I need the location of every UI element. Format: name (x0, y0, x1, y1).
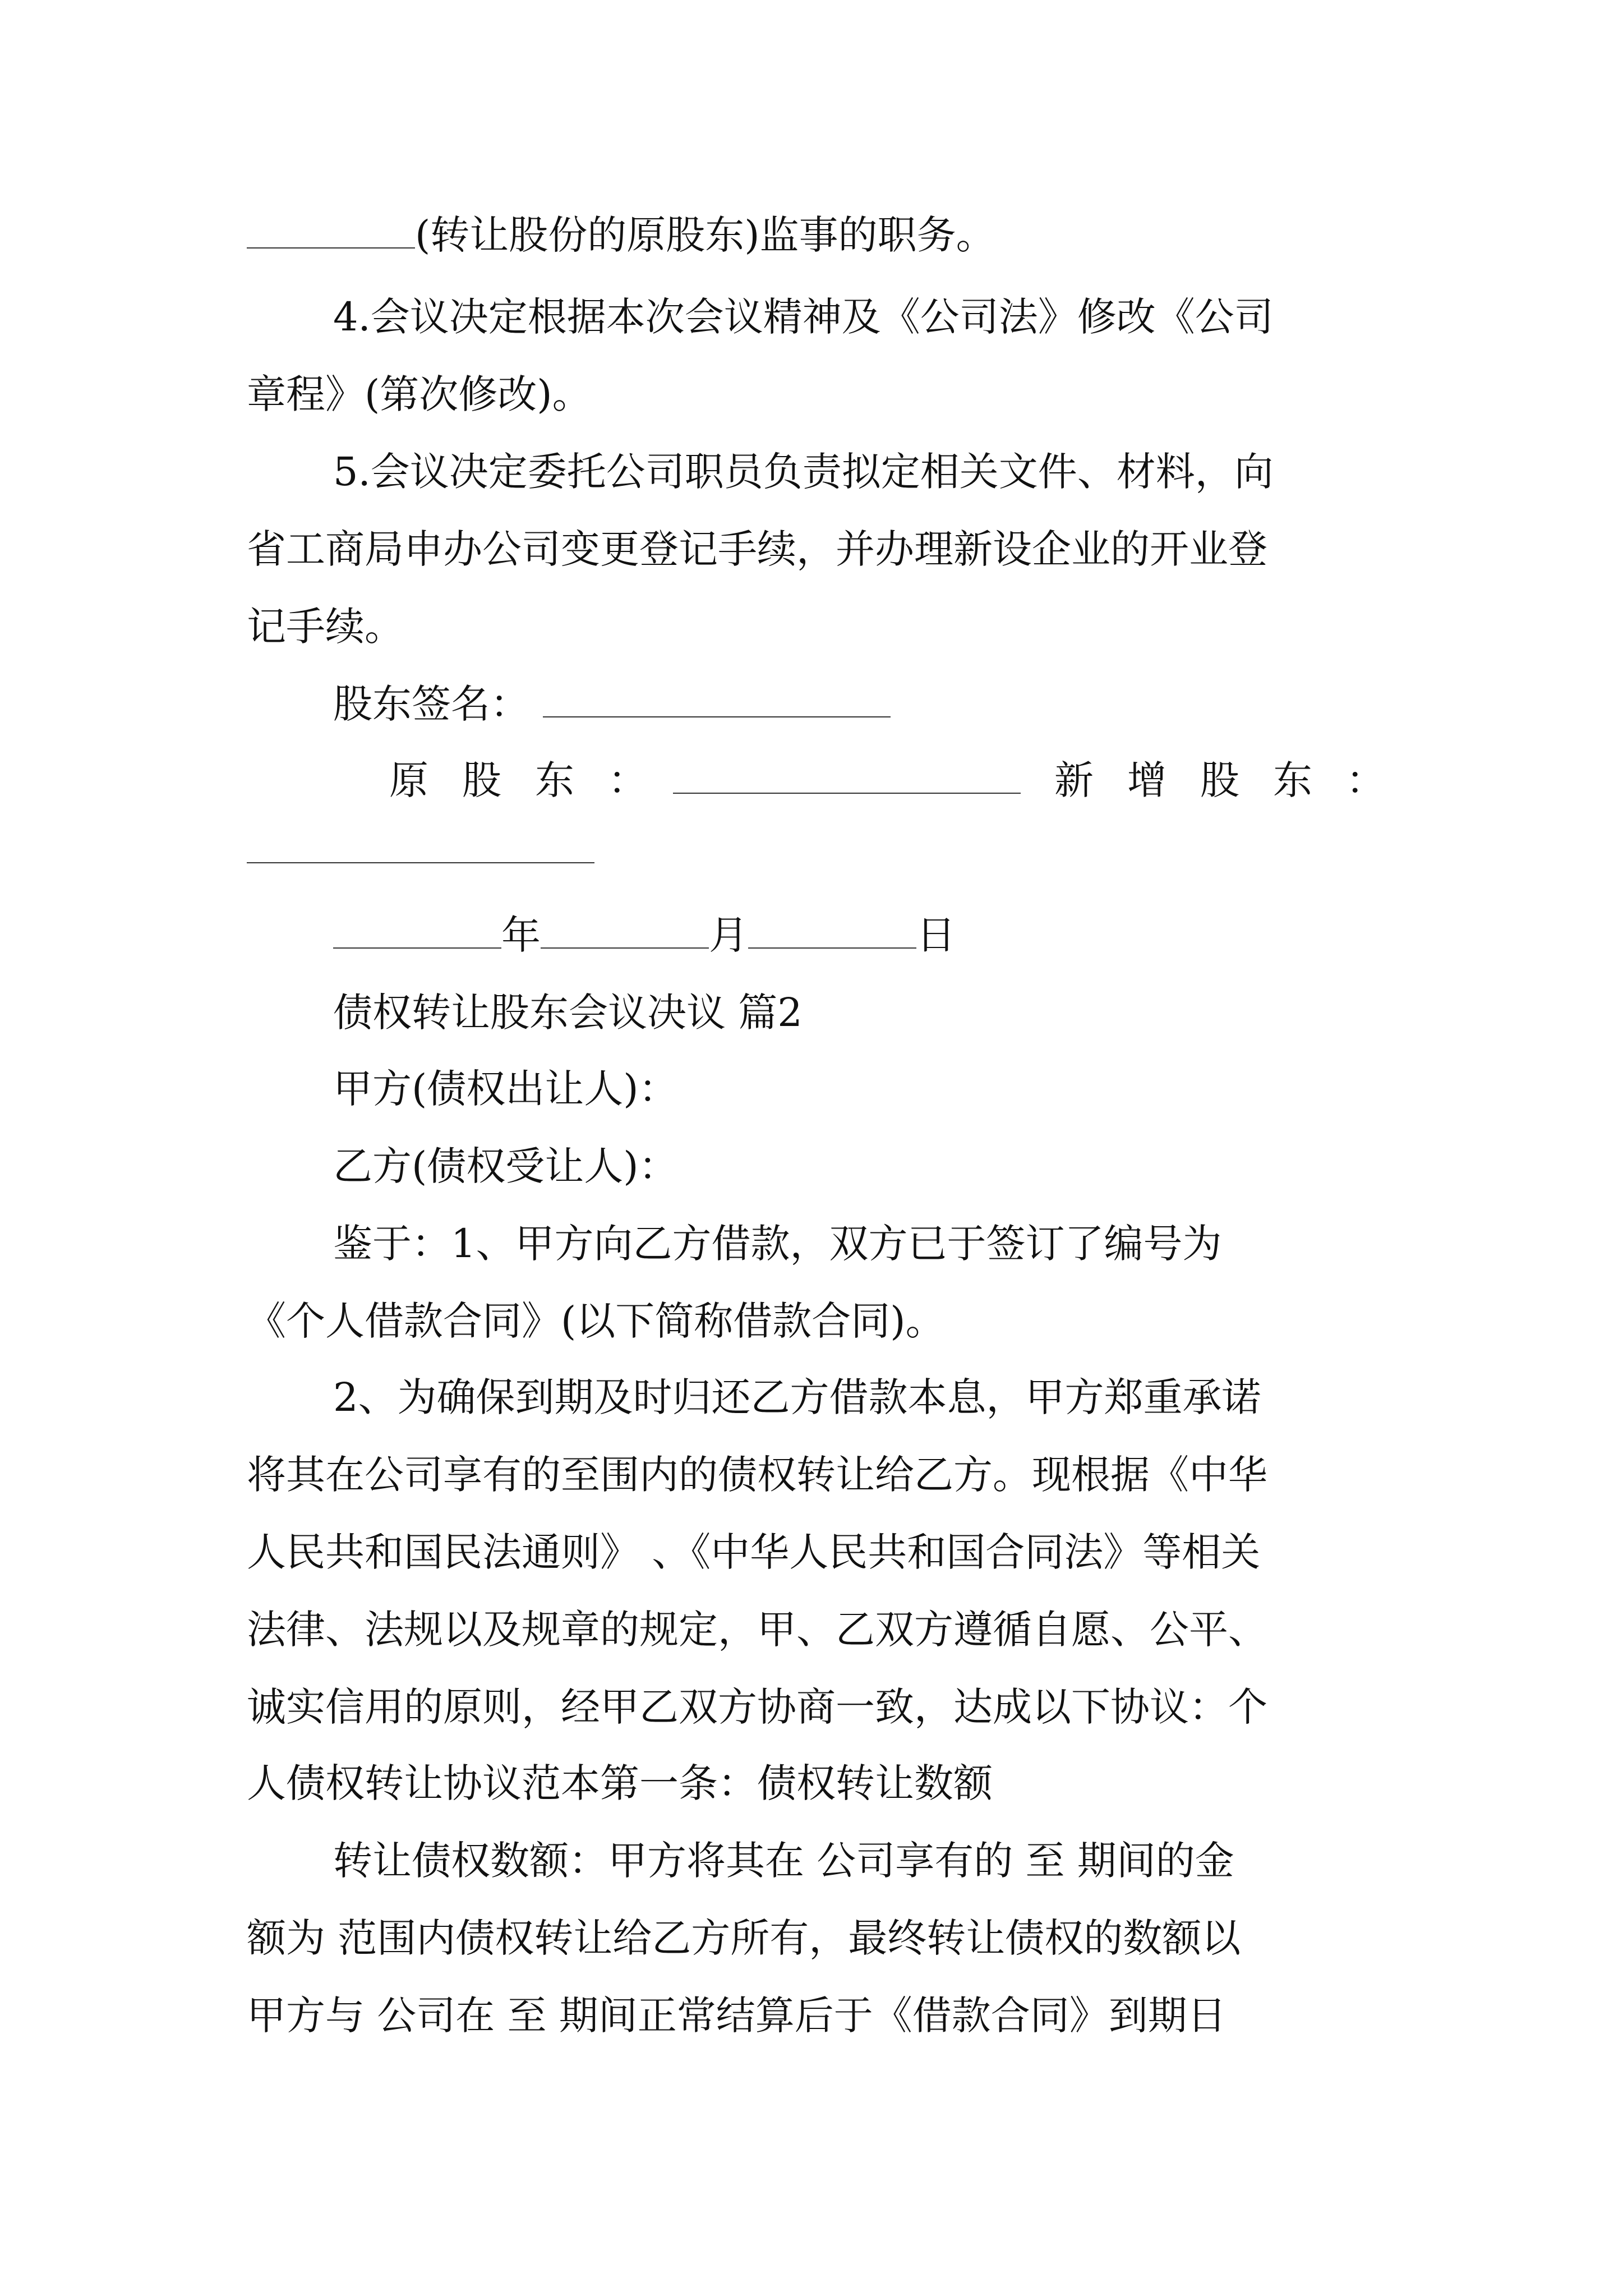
text-line: 人债权转让协议范本第一条：债权转让数额 (247, 1760, 993, 1806)
shareholder-line (389, 757, 681, 803)
text-line: 省工商局申办公司变更登记手续，并办理新设企业的开业登 (247, 526, 1267, 572)
text-line: 甲方与 公司在 至 期间正常结算后于《借款合同》到期日 (247, 1993, 1227, 2039)
text-line: 鉴于：1、甲方向乙方借款，双方已于签订了编号为 (333, 1221, 1222, 1267)
year-label: 年 (501, 912, 541, 958)
date-line (333, 912, 956, 958)
line-text: (转让股份的原股东)监事的职务。 (415, 212, 995, 258)
blank-field (247, 216, 415, 249)
original-shareholder-label: 原股东： (389, 757, 681, 803)
new-shareholder-label: 新增股东： (1054, 757, 1419, 803)
month-blank (541, 916, 709, 949)
text-line: 人民共和国民法通则》 、《中华人民共和国合同法》等相关 (247, 1529, 1261, 1575)
section-heading: 债权转让股东会议决议 篇2 (333, 990, 803, 1036)
original-shareholder-blank (673, 761, 1021, 794)
party-b-line: 乙方(债权受让人)： (333, 1143, 678, 1189)
new-shareholder-line (1054, 757, 1419, 803)
day-blank (748, 916, 916, 949)
text-line: 诚实信用的原则，经甲乙双方协商一致，达成以下协议：个 (247, 1684, 1267, 1730)
text-line: 额为 范围内债权转让给乙方所有，最终转让债权的数额以 (247, 1915, 1241, 1961)
new-shareholder-blank (247, 831, 594, 863)
signature-line (333, 681, 891, 727)
text-line: 5.会议决定委托公司职员负责拟定相关文件、材料，向 (333, 449, 1274, 495)
text-line: 《个人借款合同》(以下简称借款合同)。 (247, 1298, 945, 1344)
text-line: 法律、法规以及规章的规定，甲、乙双方遵循自愿、公平、 (247, 1607, 1267, 1653)
year-blank (333, 916, 501, 949)
text-line: 4.会议决定根据本次会议精神及《公司法》修改《公司 (333, 294, 1274, 340)
text-line: 将其在公司享有的至围内的债权转让给乙方。现根据《中华 (247, 1452, 1267, 1498)
signature-label: 股东签名： (333, 681, 529, 727)
text-line: 2、为确保到期及时归还乙方借款本息，甲方郑重承诺 (333, 1374, 1261, 1420)
signature-blank (543, 685, 891, 717)
text-line: 转让债权数额：甲方将其在 公司享有的 至 期间的金 (333, 1838, 1234, 1884)
day-label: 日 (916, 912, 956, 958)
party-a-line: 甲方(债权出让人)： (333, 1066, 678, 1112)
text-line (247, 212, 995, 258)
shareholder-blank-wrap (673, 761, 1021, 800)
new-shareholder-blank-line (247, 830, 594, 869)
month-label: 月 (709, 912, 748, 958)
text-line: 章程》(第次修改)。 (247, 371, 592, 417)
text-line: 记手续。 (247, 604, 404, 650)
